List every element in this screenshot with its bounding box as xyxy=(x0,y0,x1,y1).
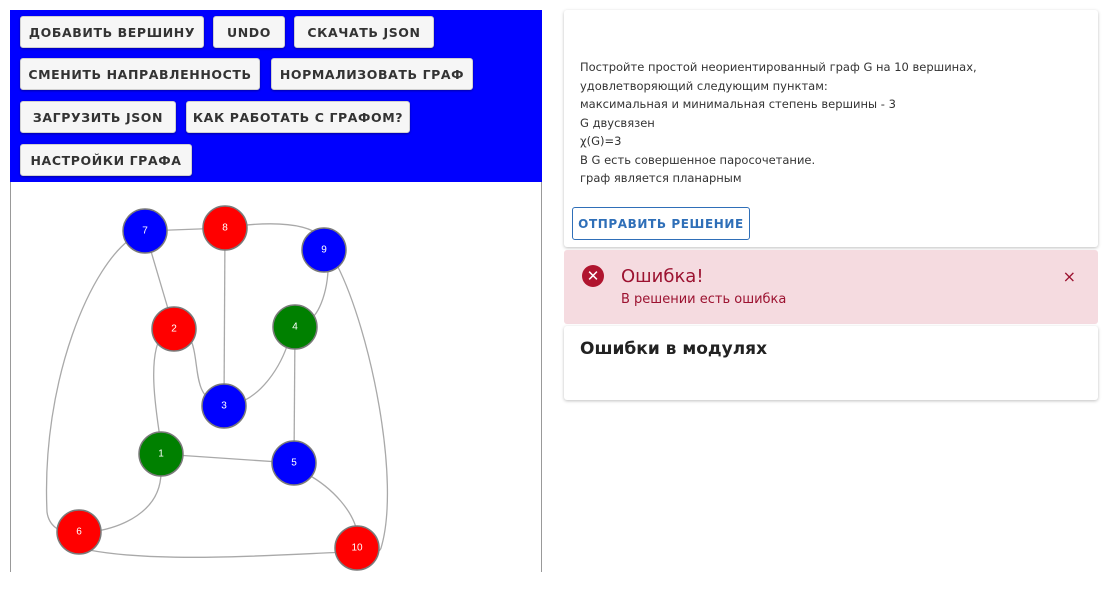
download-json-button[interactable]: СКАЧАТЬ JSON xyxy=(294,16,434,48)
load-json-button[interactable]: ЗАГРУЗИТЬ JSON xyxy=(20,101,176,133)
graph-toolbar xyxy=(10,10,542,182)
task-line: В G есть совершенное паросочетание. xyxy=(580,152,816,167)
graph-vertex[interactable] xyxy=(202,384,246,428)
vertex-label: 9 xyxy=(321,244,327,256)
vertex-label: 2 xyxy=(171,323,177,335)
graph-edge[interactable] xyxy=(47,236,135,533)
error-circle-icon: ✕ xyxy=(582,265,604,287)
graph-vertex[interactable] xyxy=(302,228,346,272)
vertex-label: 6 xyxy=(76,526,82,538)
normalize-graph-button[interactable]: НОРМАЛИЗОВАТЬ ГРАФ xyxy=(271,58,473,90)
graph-vertex[interactable] xyxy=(273,305,317,349)
undo-button[interactable]: UNDO xyxy=(213,16,285,48)
vertex-label: 10 xyxy=(351,542,363,554)
task-line: χ(G)=3 xyxy=(580,134,622,148)
task-card xyxy=(564,10,1098,247)
module-errors-card xyxy=(564,326,1098,400)
vertex-label: 5 xyxy=(291,457,297,469)
graph-edge[interactable] xyxy=(89,550,347,557)
graph-vertex[interactable] xyxy=(57,510,101,554)
graph-vertex[interactable] xyxy=(152,307,196,351)
graph-edge[interactable] xyxy=(91,472,161,532)
graph-vertex[interactable] xyxy=(123,209,167,253)
toggle-direction-button[interactable]: СМЕНИТЬ НАПРАВЛЕННОСТЬ xyxy=(20,58,260,90)
vertex-label: 7 xyxy=(142,225,148,237)
graph-svg[interactable] xyxy=(11,182,542,572)
error-title: Ошибка! xyxy=(621,266,704,287)
vertex-label: 3 xyxy=(221,400,227,412)
task-line: максимальная и минимальная степень вершины - 3 xyxy=(580,97,896,111)
graph-settings-button[interactable]: НАСТРОЙКИ ГРАФА xyxy=(20,144,192,176)
error-alert xyxy=(564,250,1098,324)
vertex-label: 8 xyxy=(222,222,228,234)
add-vertex-button[interactable]: ДОБАВИТЬ ВЕРШИНУ xyxy=(20,16,204,48)
vertex-label: 1 xyxy=(158,448,164,460)
graph-edge[interactable] xyxy=(224,228,225,406)
task-description xyxy=(580,58,1080,188)
graph-vertex[interactable] xyxy=(139,432,183,476)
graph-vertex[interactable] xyxy=(272,441,316,485)
graph-edge[interactable] xyxy=(337,265,387,551)
graph-canvas[interactable] xyxy=(10,182,542,572)
module-errors-title: Ошибки в модулях xyxy=(580,339,768,359)
submit-solution-button[interactable]: ОТПРАВИТЬ РЕШЕНИЕ xyxy=(572,207,750,240)
graph-vertex[interactable] xyxy=(335,526,379,570)
graph-vertex[interactable] xyxy=(203,206,247,250)
error-message: В решении есть ошибка xyxy=(621,292,787,307)
task-line: удовлетворяющий следующим пунктам: xyxy=(580,78,828,93)
task-line: G двусвязен xyxy=(580,115,655,130)
vertex-label: 4 xyxy=(292,321,298,333)
how-to-button[interactable]: КАК РАБОТАТЬ С ГРАФОМ? xyxy=(186,101,410,133)
close-icon[interactable]: × xyxy=(1062,267,1076,286)
graph-edge[interactable] xyxy=(154,332,164,444)
task-line: Постройте простой неориентированный граф G на 10 вершинах, xyxy=(580,60,977,74)
task-line: граф является планарным xyxy=(580,171,742,185)
